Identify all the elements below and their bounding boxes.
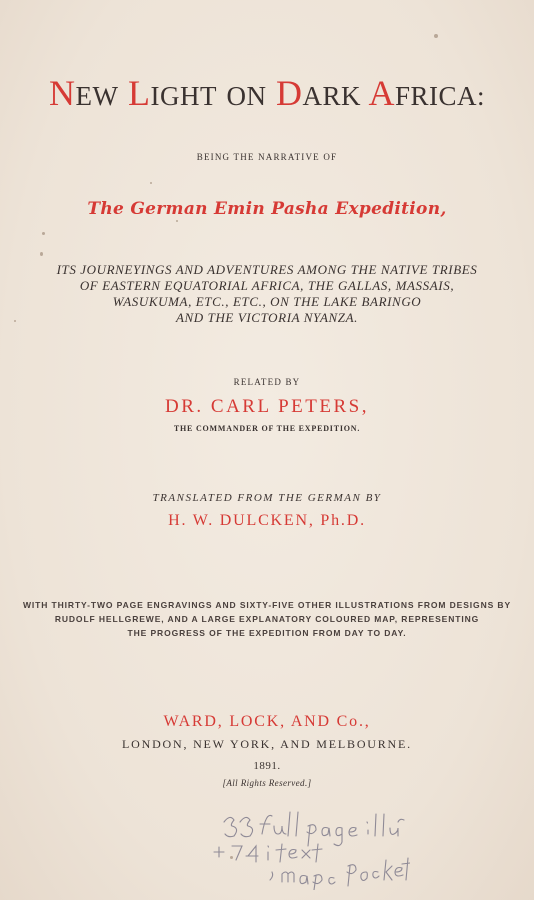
- illustrations-note-line: RUDOLF HELLGREWE, AND A LARGE EXPLANATORY COLOURED MAP, REPRESENTING: [54, 614, 480, 624]
- title-initial: N: [48, 73, 76, 113]
- pencil-annotation: [210, 800, 410, 890]
- publisher-cities: LONDON, NEW YORK, AND MELBOURNE.: [122, 737, 412, 751]
- illustrations-note-line: WITH THIRTY-TWO PAGE ENGRAVINGS AND SIXTY-FIVE OTHER ILLUSTRATIONS FROM DESIGNS BY: [22, 600, 512, 610]
- translated-by: TRANSLATED FROM THE GERMAN BY: [152, 492, 382, 504]
- foxing-speck: [150, 182, 152, 184]
- description-line: AND THE VICTORIA NYANZA.: [175, 310, 359, 325]
- description-line: OF EASTERN EQUATORIAL AFRICA, THE GALLAS, MASSAIS,: [79, 278, 455, 293]
- translator-name: H. W. DULCKEN, Ph.D.: [168, 512, 366, 529]
- description-line: ITS JOURNEYINGS AND ADVENTURES AMONG THE NATIVE TRIBES: [56, 262, 478, 277]
- foxing-speck: [230, 856, 233, 859]
- foxing-speck: [176, 220, 178, 222]
- publication-year: 1891.: [253, 760, 281, 772]
- title-text: EW: [75, 81, 119, 111]
- expedition-name: The German Emin Pasha Expedition,: [87, 199, 447, 219]
- description-line: WASUKUMA, ETC., ETC., ON THE LAKE BARINGO: [112, 294, 422, 309]
- related-by: RELATED BY: [233, 377, 301, 387]
- foxing-speck: [14, 320, 16, 322]
- author-role: THE COMMANDER OF THE EXPEDITION.: [173, 424, 361, 433]
- title-text: IGHT: [150, 81, 217, 111]
- title-initial: L: [127, 73, 151, 113]
- title-text: FRICA:: [394, 81, 486, 111]
- title-text: ARK: [302, 81, 361, 111]
- illustrations-note-line: THE PROGRESS OF THE EXPEDITION FROM DAY TO DAY.: [127, 628, 407, 638]
- title-initial: D: [275, 73, 303, 113]
- foxing-speck: [434, 34, 438, 38]
- title-text: ON: [226, 81, 267, 111]
- book-title: [0, 72, 534, 114]
- foxing-speck: [42, 232, 45, 235]
- subtitle-intro: BEING THE NARRATIVE OF: [196, 152, 338, 162]
- publisher-name: WARD, LOCK, AND Co.,: [163, 713, 371, 730]
- foxing-speck: [40, 252, 43, 256]
- rights-notice: [All Rights Reserved.]: [222, 778, 312, 788]
- title-initial: A: [368, 73, 395, 113]
- author-name: DR. CARL PETERS,: [165, 396, 369, 417]
